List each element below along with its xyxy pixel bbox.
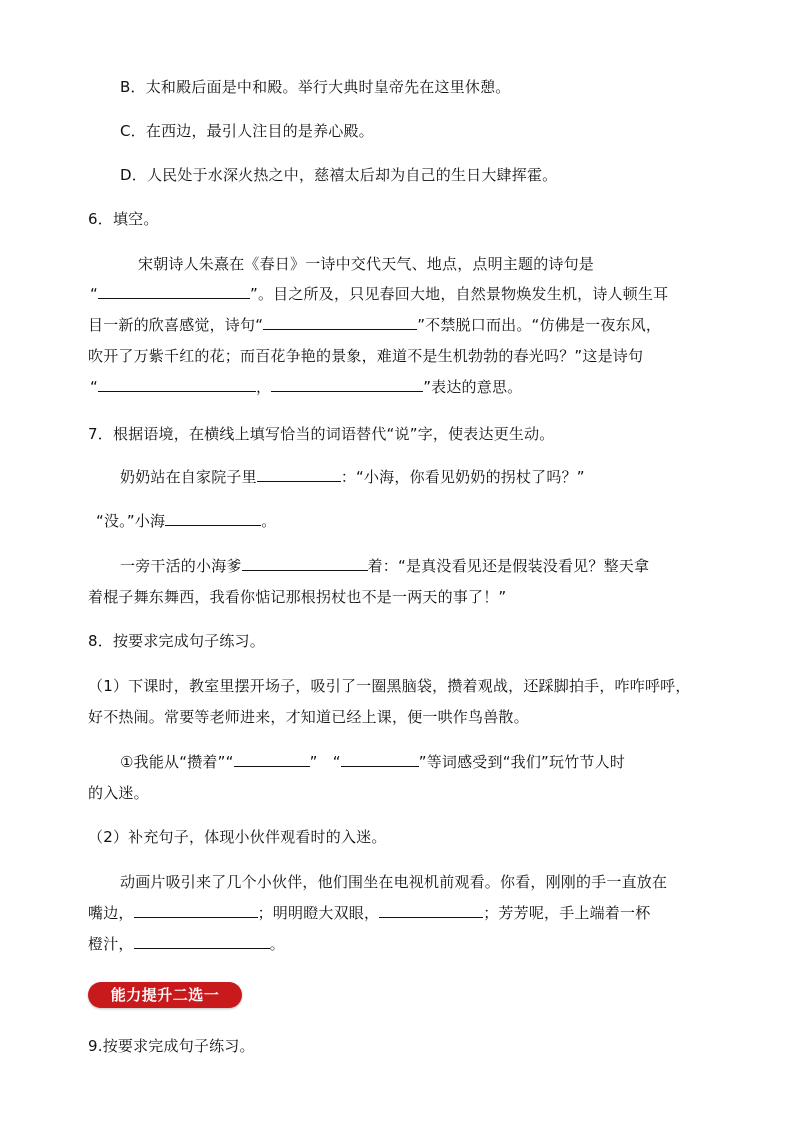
q8-sub1-line-1 [120,752,625,772]
q6-line-5 [90,377,522,397]
q6-line-2-text: ”。目之所及，只见春回大地，自然景物焕发生机，诗人顿生耳 [249,285,669,303]
q8-sub1-line-2: 的入迷。 [88,784,149,802]
q7-line-2 [96,511,276,531]
q6-line-3-a: 目一新的欣喜感觉，诗句“ [88,316,264,334]
answer-blank[interactable] [341,752,419,767]
q8-p2-title: （2）补充句子，体现小伙伴观看时的入迷。 [88,828,387,846]
q5-option-b: B．太和殿后面是中和殿。举行大典时皇帝先在这里休憩。 [120,78,511,96]
q8-title: 8．按要求完成句子练习。 [88,632,265,650]
q8-s1-c: ”等词感受到“我们”玩竹节人时 [418,753,626,771]
q6-title: 6．填空。 [88,210,159,228]
section-badge: 能力提升二选一 [88,982,242,1008]
q5-option-c: C．在西边，最引人注目的是养心殿。 [120,122,374,140]
q7-title: 7．根据语境，在横线上填写恰当的词语替代“说”字，使表达更生动。 [88,425,555,443]
q8-p1-line-1: （1）下课时，教室里摆开场子，吸引了一圈黑脑袋，攒着观战，还踩脚拍手，咋咋呼呼， [88,677,691,695]
q7-l2-b: 。 [261,512,277,530]
answer-blank[interactable] [98,377,256,392]
q7-l2-a: “没。”小海 [96,512,166,530]
q8-p2-line-1: 动画片吸引来了几个小伙伴，他们围坐在电视机前观看。你看，刚刚的手一直放在 [120,873,668,891]
answer-blank[interactable] [165,511,261,526]
q6-line-3 [88,315,661,335]
answer-blank[interactable] [379,903,483,918]
q8-p1-line-2: 好不热闹。常要等老师进来，才知道已经上课，便一哄作鸟兽散。 [88,708,529,726]
q8-p2-l2-c: ；芳芳呢，手上端着一杯 [483,904,651,922]
q8-p2-line-3 [88,934,285,954]
q8-p2-l3-a: 橙汁， [88,935,134,953]
q6-line-4: 吹开了万紫千红的花；而百花争艳的景象，难道不是生机勃勃的春光吗？”这是诗句 [88,347,644,365]
answer-blank[interactable] [271,377,423,392]
q7-l3-b: 着：“是真没看见还是假装没看见？整天拿 [367,557,650,575]
q6-comma: ， [255,378,272,396]
q6-open-quote: “ [90,285,98,303]
q6-line-2 [90,284,668,304]
answer-blank[interactable] [134,934,270,949]
q8-p2-l2-a: 嘴边， [88,904,134,922]
q7-l1-b: ：“小海，你看见奶奶的拐杖了吗？” [340,468,585,486]
q8-s1-a: ①我能从“攒着”“ [120,753,234,771]
q7-l3-a: 一旁干活的小海爹 [120,557,242,575]
q7-line-4: 着棍子舞东舞西，我看你惦记那根拐杖也不是一两天的事了！” [88,588,507,606]
answer-blank[interactable] [234,752,310,767]
q6-line-5-rest: ”表达的意思。 [423,378,523,396]
q8-p2-l2-b: ；明明瞪大双眼， [257,904,380,922]
q7-line-1 [120,467,585,487]
q7-line-3 [120,556,649,576]
q6-line-3-b: ”不禁脱口而出。“仿佛是一夜东风， [417,316,662,334]
q6-line-1: 宋朝诗人朱熹在《春日》一诗中交代天气、地点，点明主题的诗句是 [138,255,595,273]
answer-blank[interactable] [242,556,368,571]
answer-blank[interactable] [98,284,250,299]
q6-open-quote-2: “ [90,378,98,396]
q9-title: 9.按要求完成句子练习。 [88,1037,255,1055]
q8-p2-l3-b: 。 [269,935,285,953]
q8-p2-line-2 [88,903,650,923]
q8-s1-b: ” “ [309,753,341,771]
answer-blank[interactable] [263,315,417,330]
answer-blank[interactable] [134,903,258,918]
answer-blank[interactable] [257,467,341,482]
q5-option-d: D．人民处于水深火热之中，慈禧太后却为自己的生日大肆挥霍。 [120,166,558,184]
q7-l1-a: 奶奶站在自家院子里 [120,468,257,486]
